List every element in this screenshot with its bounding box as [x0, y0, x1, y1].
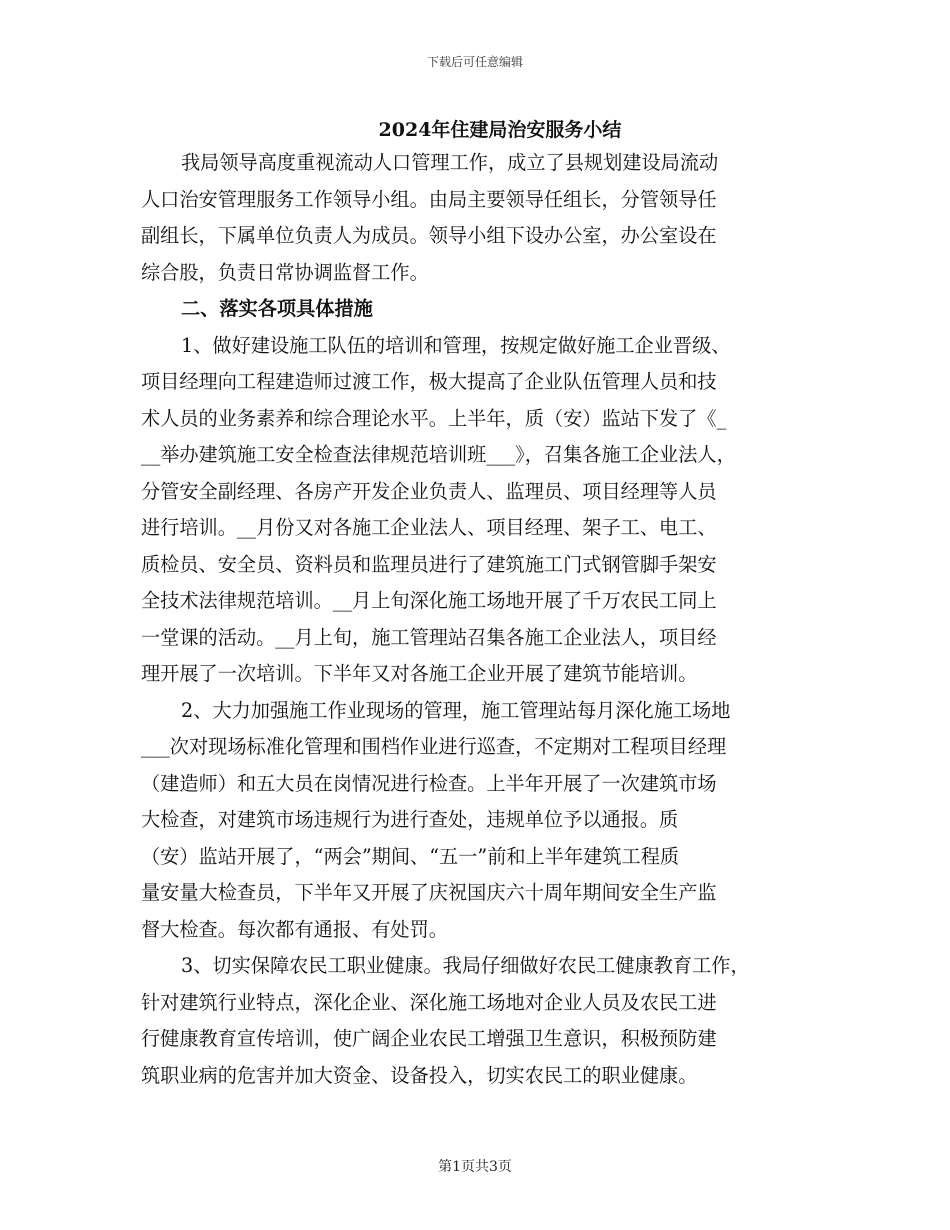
paragraph-line: 1、做好建设施工队伍的培训和管理，按规定做好施工企业晋级、 [181, 333, 731, 357]
paragraph-line: （建造师）和五大员在岗情况进行检查。上半年开展了一次建筑市场 [141, 771, 717, 795]
paragraph-line: 量安量大检查员，下半年又开展了庆祝国庆六十周年期间安全生产监 [141, 881, 717, 904]
paragraph-line: 副组长，下属单位负责人为成员。领导小组下设办公室，办公室设在 [141, 224, 717, 247]
page-footer: 第1页共3页 [438, 1159, 512, 1175]
paragraph-line: 筑职业病的危害并加大资金、设备投入，切实农民工的职业健康。 [141, 1063, 698, 1087]
paragraph-line: 综合股，负责日常协调监督工作。 [141, 260, 429, 284]
paragraph-line: 一堂课的活动。__月上旬，施工管理站召集各施工企业法人，项目经 [141, 625, 717, 649]
paragraph-line: 理开展了一次培训。下半年又对各施工企业开展了建筑节能培训。 [141, 662, 698, 685]
paragraph-line: 行健康教育宣传培训，使广阔企业农民工增强卫生意识，积极预防建 [141, 1027, 717, 1050]
paragraph-line: 2、大力加强施工作业现场的管理，施工管理站每月深化施工场地 [181, 698, 731, 722]
paragraph-line: 大检查，对建筑市场违规行为进行查处，违规单位予以通报。质 [141, 808, 679, 831]
paragraph-line: 项目经理向工程建造师过渡工作，极大提高了企业队伍管理人员和技 [141, 370, 717, 393]
document-title: 2024年住建局治安服务小结 [378, 119, 622, 141]
paragraph-line: （安）监站开展了，“两会”期间、“五一”前和上半年建筑工程质 [141, 844, 680, 868]
page-header: 下载后可任意编辑 [426, 55, 523, 69]
paragraph-line: 我局领导高度重视流动人口管理工作，成立了县规划建设局流动 [181, 151, 719, 174]
paragraph-line: 进行培训。__月份又对各施工企业法人、项目经理、架子工、电工、 [141, 516, 717, 539]
paragraph-line: 质检员、安全员、资料员和监理员进行了建筑施工门式钢管脚手架安 [141, 552, 717, 576]
paragraph-line: 分管安全副经理、各房产开发企业负责人、监理员、项目经理等人员 [141, 479, 717, 503]
paragraph-line: 督大检查。每次都有通报、有处罚。 [141, 917, 448, 941]
section-heading: 二、落实各项具体措施 [181, 297, 373, 320]
paragraph-line: ___次对现场标准化管理和围档作业进行巡查，不定期对工程项目经理 [141, 735, 727, 758]
document-body [141, 145, 813, 1094]
paragraph-line: 针对建筑行业特点，深化企业、深化施工场地对企业人员及农民工进 [141, 990, 717, 1014]
paragraph-line: 人口治安管理服务工作领导小组。由局主要领导任组长，分管领导任 [141, 187, 717, 211]
paragraph-line: 全技术法律规范培训。__月上旬深化施工场地开展了千万农民工同上 [141, 589, 717, 612]
paragraph-line: 3、切实保障农民工职业健康。我局仔细做好农民工健康教育工作， [181, 954, 750, 977]
paragraph-line: 术人员的业务素养和综合理论水平。上半年，质（安）监站下发了《_ [141, 406, 727, 430]
paragraph-line: __举办建筑施工安全检查法律规范培训班___》，召集各施工企业法人， [141, 443, 736, 466]
